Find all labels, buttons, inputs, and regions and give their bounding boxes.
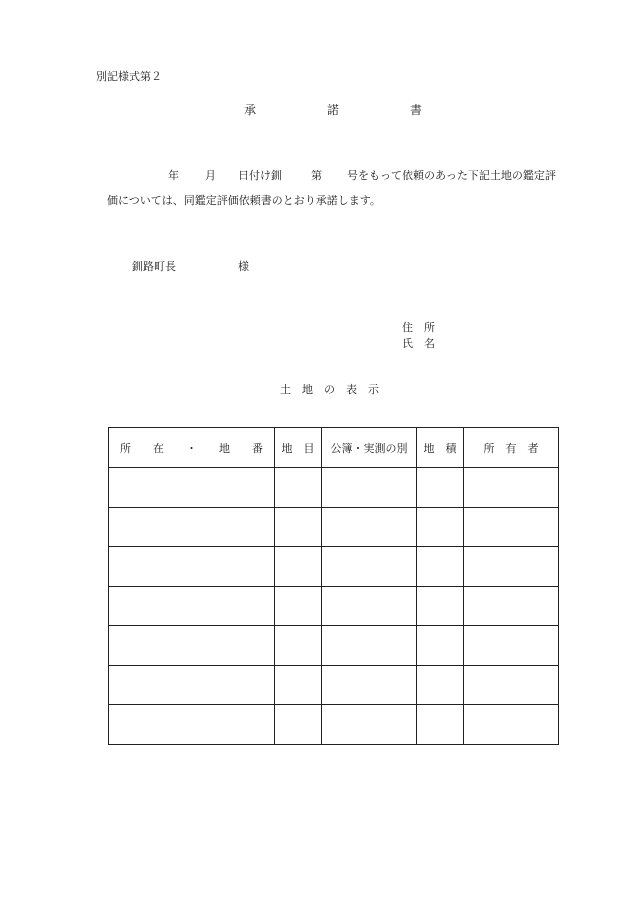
cell-area <box>417 507 464 547</box>
table-body <box>109 468 559 745</box>
cell-land-category <box>275 626 322 666</box>
cell-owner <box>464 507 559 547</box>
cell-location-lot <box>109 665 275 705</box>
cell-land-category <box>275 468 322 508</box>
table-row <box>109 705 559 745</box>
land-table <box>108 427 559 745</box>
cell-location-lot <box>109 507 275 547</box>
header-land-category: 地 目 <box>275 428 322 468</box>
table-row <box>109 665 559 705</box>
cell-owner <box>464 547 559 587</box>
table-row <box>109 468 559 508</box>
form-number: 別記様式第２ <box>96 70 162 83</box>
cell-owner <box>464 626 559 666</box>
body-month: 月 <box>205 169 216 182</box>
cell-registry-survey <box>322 468 417 508</box>
cell-land-category <box>275 586 322 626</box>
cell-land-category <box>275 705 322 745</box>
section-title: 土 地 の 表 示 <box>280 383 379 396</box>
cell-registry-survey <box>322 665 417 705</box>
cell-registry-survey <box>322 705 417 745</box>
cell-registry-survey <box>322 626 417 666</box>
cell-owner <box>464 468 559 508</box>
cell-land-category <box>275 665 322 705</box>
cell-location-lot <box>109 705 275 745</box>
cell-land-category <box>275 507 322 547</box>
document-title-char-1: 承 <box>244 103 257 117</box>
cell-area <box>417 665 464 705</box>
sender-name-label: 氏 名 <box>402 337 435 350</box>
header-area: 地 積 <box>417 428 464 468</box>
cell-owner <box>464 705 559 745</box>
table-row <box>109 626 559 666</box>
addressee-honorific: 様 <box>238 260 249 273</box>
table-header-row <box>109 428 559 468</box>
table-row <box>109 547 559 587</box>
document-title-char-2: 諾 <box>327 103 340 117</box>
cell-registry-survey <box>322 547 417 587</box>
cell-location-lot <box>109 547 275 587</box>
table-row <box>109 586 559 626</box>
cell-registry-survey <box>322 586 417 626</box>
cell-owner <box>464 665 559 705</box>
cell-area <box>417 705 464 745</box>
body-line-1-rest: 号をもって依頼のあった下記土地の鑑定評 <box>347 169 556 182</box>
cell-registry-survey <box>322 507 417 547</box>
body-line-2: 価については、同鑑定評価依頼書のとおり承諾します。 <box>107 194 381 207</box>
body-dai: 第 <box>311 169 322 182</box>
sender-address-label: 住 所 <box>402 321 435 334</box>
document-title-char-3: 書 <box>410 103 423 117</box>
cell-location-lot <box>109 626 275 666</box>
cell-location-lot <box>109 586 275 626</box>
header-registry-survey: 公簿・実測の別 <box>322 428 417 468</box>
body-year: 年 <box>168 169 179 182</box>
cell-owner <box>464 586 559 626</box>
cell-area <box>417 586 464 626</box>
body-date-reference: 日付け釧 <box>238 169 282 182</box>
cell-location-lot <box>109 468 275 508</box>
cell-area <box>417 547 464 587</box>
table-row <box>109 507 559 547</box>
cell-area <box>417 468 464 508</box>
addressee-title: 釧路町長 <box>132 260 176 273</box>
header-location-lot: 所 在 ・ 地 番 <box>109 428 275 468</box>
cell-land-category <box>275 547 322 587</box>
header-owner: 所 有 者 <box>464 428 559 468</box>
cell-area <box>417 626 464 666</box>
